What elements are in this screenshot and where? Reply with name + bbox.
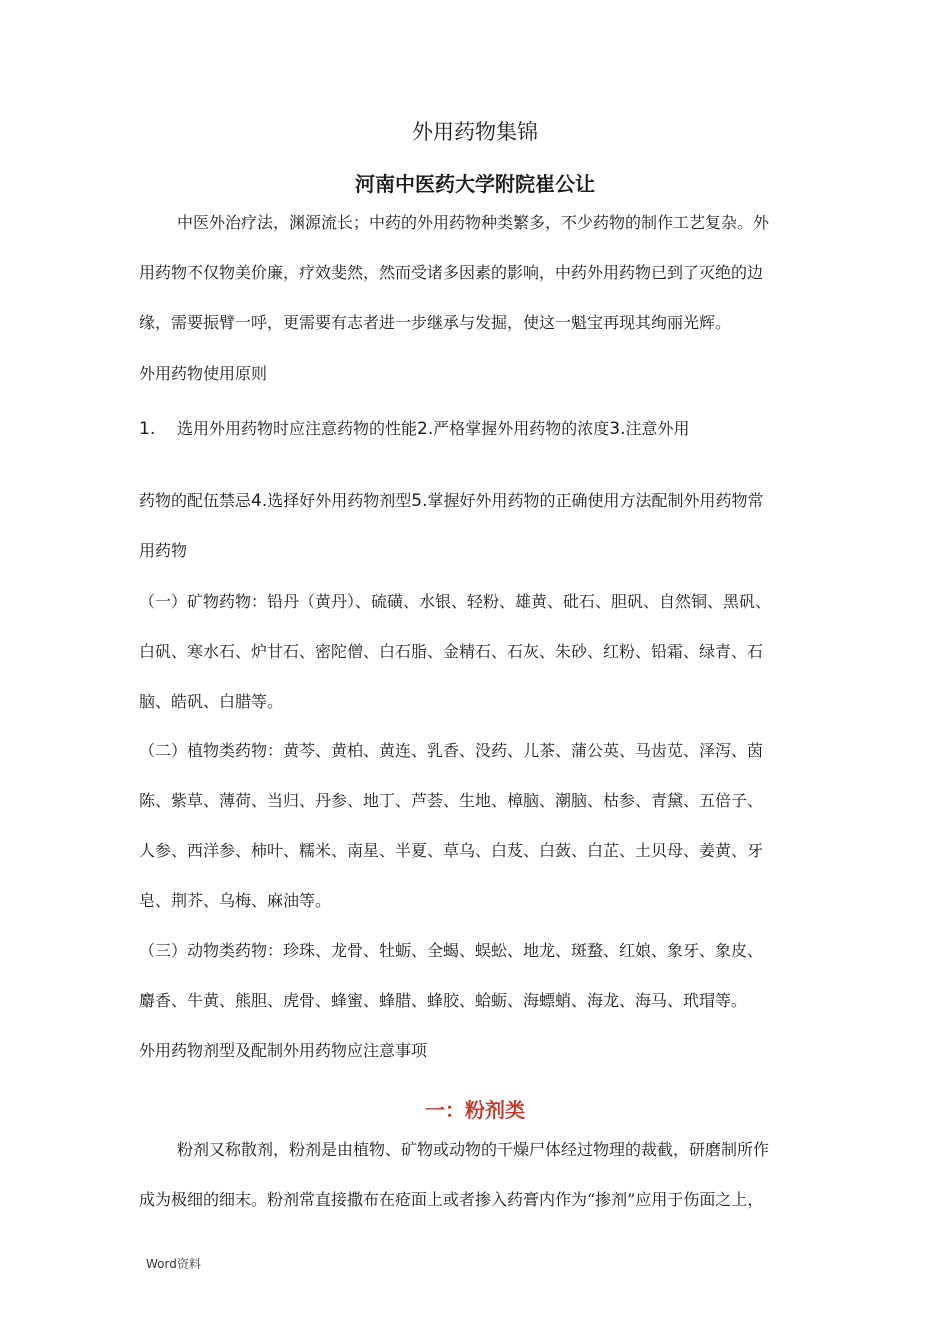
principles-line-2 — [139, 491, 764, 511]
minerals-line-2: 白矾、寒水石、炉甘石、密陀僧、白石脂、金精石、石灰、朱砂、红粉、铅霜、绿青、石 — [139, 642, 764, 661]
plants-line-2: 陈、紫草、薄荷、当归、丹参、地丁、芦荟、生地、樟脑、潮脑、枯参、青黛、五倍子、 — [139, 791, 764, 810]
minerals-line-3: 脑、皓矾、白腊等。 — [139, 692, 284, 711]
author-line: 河南中医药大学附院崔公让 — [355, 172, 595, 196]
intro-line-2: 用药物不仅物美价廉，疗效斐然，然而受诸多因素的影响，中药外用药物已到了灭绝的边 — [139, 263, 764, 282]
section1-line-1: 粉剂又称散剂，粉剂是由植物、矿物或动物的干燥尸体经过物理的裁截，研磨制所作 — [177, 1140, 770, 1159]
principles-heading: 外用药物使用原则 — [139, 364, 268, 383]
principles-line-1 — [139, 419, 690, 439]
principle-text: 药物的配伍禁忌 — [139, 491, 252, 510]
principle-text: 注意外用 — [625, 419, 690, 438]
section-heading-powders: 一：粉剂类 — [425, 1098, 525, 1122]
list-number: 2. — [417, 419, 434, 439]
list-number: 5. — [411, 491, 428, 511]
plants-line-1: （二）植物类药物：黄芩、黄柏、黄连、乳香、没药、儿茶、蒲公英、马齿苋、泽泻、茵 — [139, 741, 764, 760]
principle-text: 选用外用药物时应注意药物的性能 — [177, 419, 418, 438]
dosage-heading: 外用药物剂型及配制外用药物应注意事项 — [139, 1041, 428, 1060]
principles-line-3: 用药物 — [139, 541, 188, 560]
minerals-line-1: （一）矿物药物：铅丹（黄丹）、硫磺、水银、轻粉、雄黄、砒石、胆矾、自然铜、黑矾、 — [139, 592, 772, 611]
document-title: 外用药物集锦 — [412, 120, 538, 144]
principle-text: 选择好外用药物剂型 — [267, 491, 412, 510]
section1-line-2: 成为极细的细末。粉剂常直接撒布在疮面上或者掺入药膏内作为“掺剂”应用于伤面之上， — [139, 1190, 764, 1209]
principle-text: 掌握好外用药物的正确使用方法配制外用药物常 — [427, 491, 764, 510]
plants-line-3: 人参、西洋参、柿叶、糯米、南星、半夏、草乌、白芨、白蔹、白芷、土贝母、姜黄、牙 — [139, 841, 764, 860]
plants-line-4: 皂、荆芥、乌梅、麻油等。 — [139, 891, 332, 910]
intro-line-3: 缘，需要振臂一呼，更需要有志者进一步继承与发掘，使这一魁宝再现其绚丽光辉。 — [139, 313, 732, 332]
list-number: 4. — [251, 491, 268, 511]
principle-text: 严格掌握外用药物的浓度 — [433, 419, 610, 438]
list-number: 1. — [139, 419, 156, 439]
footer-label: Word资料 — [146, 1257, 201, 1271]
list-number: 3. — [609, 419, 626, 439]
animals-line-1: （三）动物类药物：珍珠、龙骨、牡蛎、全蝎、蜈蚣、地龙、斑蝥、红娘、象牙、象皮、 — [139, 941, 764, 960]
animals-line-2: 麝香、牛黄、熊胆、虎骨、蜂蜜、蜂腊、蜂胶、蛤蛎、海螵蛸、海龙、海马、玳瑁等。 — [139, 991, 748, 1010]
intro-line-1: 中医外治疗法，渊源流长；中药的外用药物种类繁多，不少药物的制作工艺复杂。外 — [177, 213, 770, 232]
